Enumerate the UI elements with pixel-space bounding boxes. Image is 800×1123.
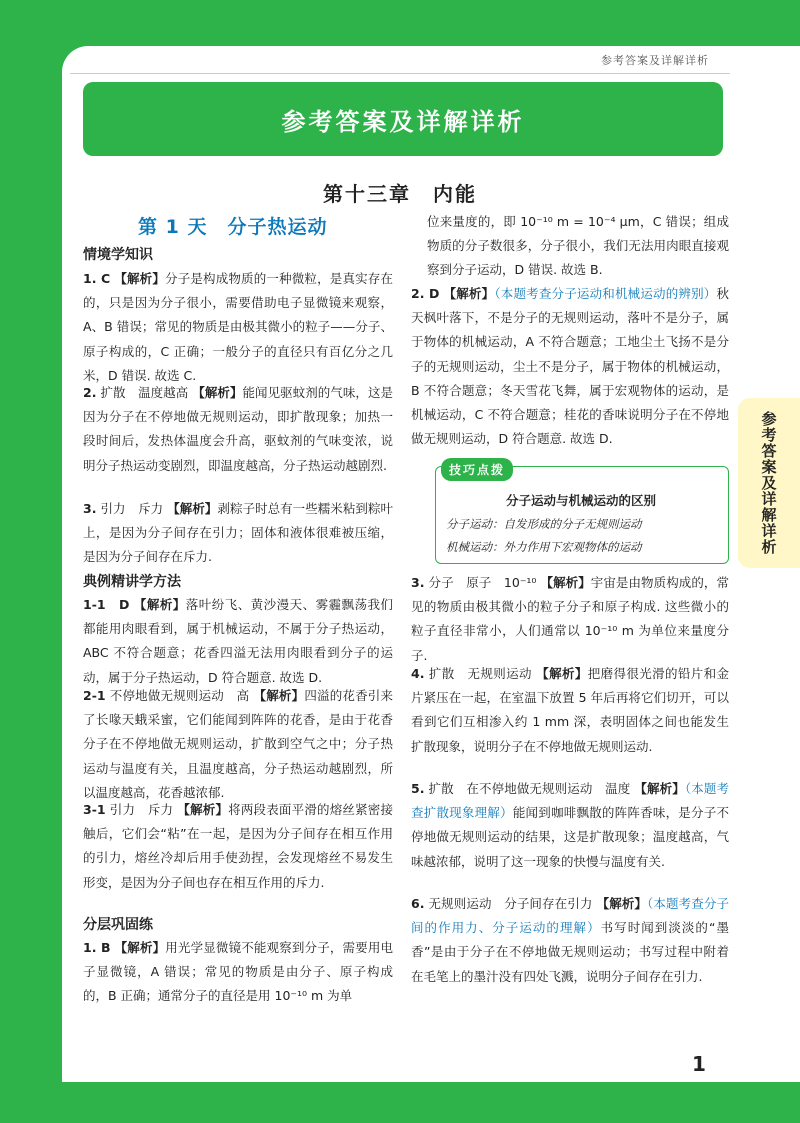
answer-item <box>411 662 729 759</box>
analysis-tag: 【解析】 <box>536 666 588 681</box>
bottom-bar <box>0 1082 800 1123</box>
answer-item <box>83 593 393 690</box>
answer-text: 不停地做无规则运动 高 <box>109 688 250 703</box>
analysis-tag: 【解析】 <box>114 271 166 286</box>
tip-title: 分子运动与机械运动的区别 <box>505 493 656 508</box>
answer-item <box>411 282 729 451</box>
analysis-tag: 【解析】 <box>114 940 166 955</box>
continued-text <box>427 210 729 283</box>
chapter-title: 第十三章 内能 <box>323 182 477 206</box>
analysis-text: 能闻见驱蚊剂的气味，这是因为分子在不停地做无规则运动，即扩散现象；加热一段时间后，发热体温度会升高，驱蚊剂的气味变浓，说明分子热运动变剧烈，即温度越高，分子热运动越剧烈. <box>83 385 393 473</box>
analysis-tag: 【解析】 <box>596 896 648 911</box>
analysis-text: 用光学显微镜不能观察到分子，需要用电子显微镜，A 错误；常见的物质是由分子、原子构成的，B 正确；通常分子的直径是用 10⁻¹⁰ m 为单 <box>83 940 393 1004</box>
item-number: 2. D <box>411 286 440 301</box>
analysis-text: 把磨得很光滑的铅片和金片紧压在一起，在室温下放置 5 年后再将它们切开，可以看到它们互相渗入约 1 mm 深，表明固体之间也能发生扩散现象，说明分子在不停地做无规则运动. <box>411 666 729 754</box>
item-number: 3. <box>411 575 425 590</box>
analysis-text: 书写时闻到淡淡的“墨香”是由于分子在不停地做无规则运动；书写过程中附着在毛笔上的墨汁没有四处飞溅，说明分子间存在引力. <box>411 920 729 984</box>
section-heading-examples: 典例精讲学方法 <box>83 574 181 590</box>
tip-line: 机械运动：外力作用下宏观物体的运动 <box>446 540 642 554</box>
analysis-tag: 【解析】 <box>192 385 243 400</box>
item-number: 2-1 <box>83 688 106 703</box>
banner-title: 参考答案及详解详析 <box>281 107 525 136</box>
analysis-text: 四溢的花香引来了长喙天蛾采蜜，它们能闻到阵阵的花香，是由于花香分子在不停地做无规则运动，扩散到空气之中；分子热运动与温度有关，且温度越高，分子热运动越剧烈，所以温度越高，花香越浓郁. <box>83 688 393 800</box>
analysis-note: （本题考查分子运动和机械运动的辨别） <box>494 286 717 301</box>
answer-item <box>411 892 729 989</box>
item-number: 1-1 D <box>83 597 130 612</box>
analysis-text: 位来量度的，即 10⁻¹⁰ m = 10⁻⁴ μm，C 错误；组成物质的分子数很多，分子很小，我们无法用肉眼直接观察到分子运动，D 错误. 故选 B. <box>427 214 729 278</box>
answer-text: 扩散 无规则运动 <box>428 666 532 681</box>
analysis-tag: 【解析】 <box>443 286 495 301</box>
header-divider <box>70 73 730 74</box>
item-number: 1. C <box>83 271 111 286</box>
answer-item <box>411 777 729 874</box>
answer-text: 扩散 温度越高 <box>100 385 189 400</box>
answer-item <box>83 684 393 805</box>
answer-item <box>83 267 393 388</box>
answer-text: 引力 斥力 <box>109 802 174 817</box>
answer-item <box>83 381 393 478</box>
side-tab-label: 参考答案及详解详析 <box>759 411 778 555</box>
answer-text: 扩散 在不停地做无规则运动 温度 <box>428 781 631 796</box>
side-tab <box>738 398 800 568</box>
item-number: 4. <box>411 666 425 681</box>
tip-line: 分子运动：自发形成的分子无规则运动 <box>446 517 642 531</box>
answer-text: 分子 原子 10⁻¹⁰ <box>428 575 537 590</box>
analysis-text: 分子是构成物质的一种微粒，是真实存在的，只是因为分子很小，需要借助电子显微镜来观察，A、B 错误；常见的物质是由极其微小的粒子——分子、原子构成的，C 正确；一般分子的直径只有百亿分之几米，D 错误. 故选 C. <box>83 271 393 383</box>
analysis-note: （本题考查分子间的作用力、分子运动的理解） <box>411 896 729 936</box>
analysis-note: （本题考查扩散现象理解） <box>411 781 729 821</box>
analysis-text: 剥粽子时总有一些糯米粘到粽叶上，是因为分子间存在引力；固体和液体很难被压缩，是因为分子间存在斥力. <box>83 501 393 565</box>
analysis-tag: 【解析】 <box>253 688 305 703</box>
answer-item <box>411 571 729 668</box>
title-banner <box>83 82 723 156</box>
analysis-text: 将两段表面平滑的熔丝紧密接触后，它们会“粘”在一起，是因为分子间存在相互作用的引力，熔丝冷却后用手使劲捏，会发现熔丝不易发生形变，是因为分子间也存在相互作用的斥力. <box>83 802 393 890</box>
analysis-text: 能闻到咖啡飘散的阵阵香味，是分子不停地做无规则运动的结果，这是扩散现象；温度越高，气味越浓郁，说明了这一现象的快慢与温度有关. <box>411 805 729 869</box>
answer-item <box>83 798 393 895</box>
running-header: 参考答案及详解详析 <box>601 54 709 67</box>
answer-text: 引力 斥力 <box>100 501 164 516</box>
analysis-tag: 【解析】 <box>133 597 186 612</box>
analysis-text: 宇宙是由物质构成的，常见的物质由极其微小的粒子分子和原子构成. 这些微小的粒子直径非常小，人们通常以 10⁻¹⁰ m 为单位来量度分子. <box>411 575 729 663</box>
day-title: 第 1 天 分子热运动 <box>138 216 328 238</box>
answer-item <box>83 497 393 570</box>
section-heading-practice: 分层巩固练 <box>83 917 153 933</box>
tip-badge: 技巧点拨 <box>441 458 513 481</box>
item-number: 2. <box>83 385 97 400</box>
answer-item <box>83 936 393 1009</box>
analysis-text: 落叶纷飞、黄沙漫天、雾霾飘荡我们都能用肉眼看到，属于机械运动，不属于分子热运动，ABC 不符合题意；花香四溢无法用肉眼看到分子的运动，属于分子热运动，D 符合题意. 故选 D. <box>83 597 393 685</box>
answer-text: 无规则运动 分子间存在引力 <box>428 896 593 911</box>
page-number: 1 <box>692 1052 706 1076</box>
item-number: 3-1 <box>83 802 106 817</box>
item-number: 3. <box>83 501 97 516</box>
analysis-tag: 【解析】 <box>167 501 218 516</box>
item-number: 1. B <box>83 940 111 955</box>
item-number: 5. <box>411 781 425 796</box>
item-number: 6. <box>411 896 425 911</box>
analysis-text: 秋天枫叶落下，不是分子的无规则运动，落叶不是分子，属于物体的机械运动，A 不符合题意；工地尘土飞扬不是分子的无规则运动，尘土不是分子，属于物体的机械运动，B 不符合题意；冬天雪花飞舞，属于宏观物体的运动，是机械运动，C 不符合题意；桂花的香味说明分子在不停地做无规则运动，D 符合题意. 故选 D. <box>411 286 729 447</box>
analysis-tag: 【解析】 <box>540 575 591 590</box>
section-heading-situation: 情境学知识 <box>83 247 153 263</box>
analysis-tag: 【解析】 <box>634 781 685 796</box>
analysis-tag: 【解析】 <box>177 802 229 817</box>
